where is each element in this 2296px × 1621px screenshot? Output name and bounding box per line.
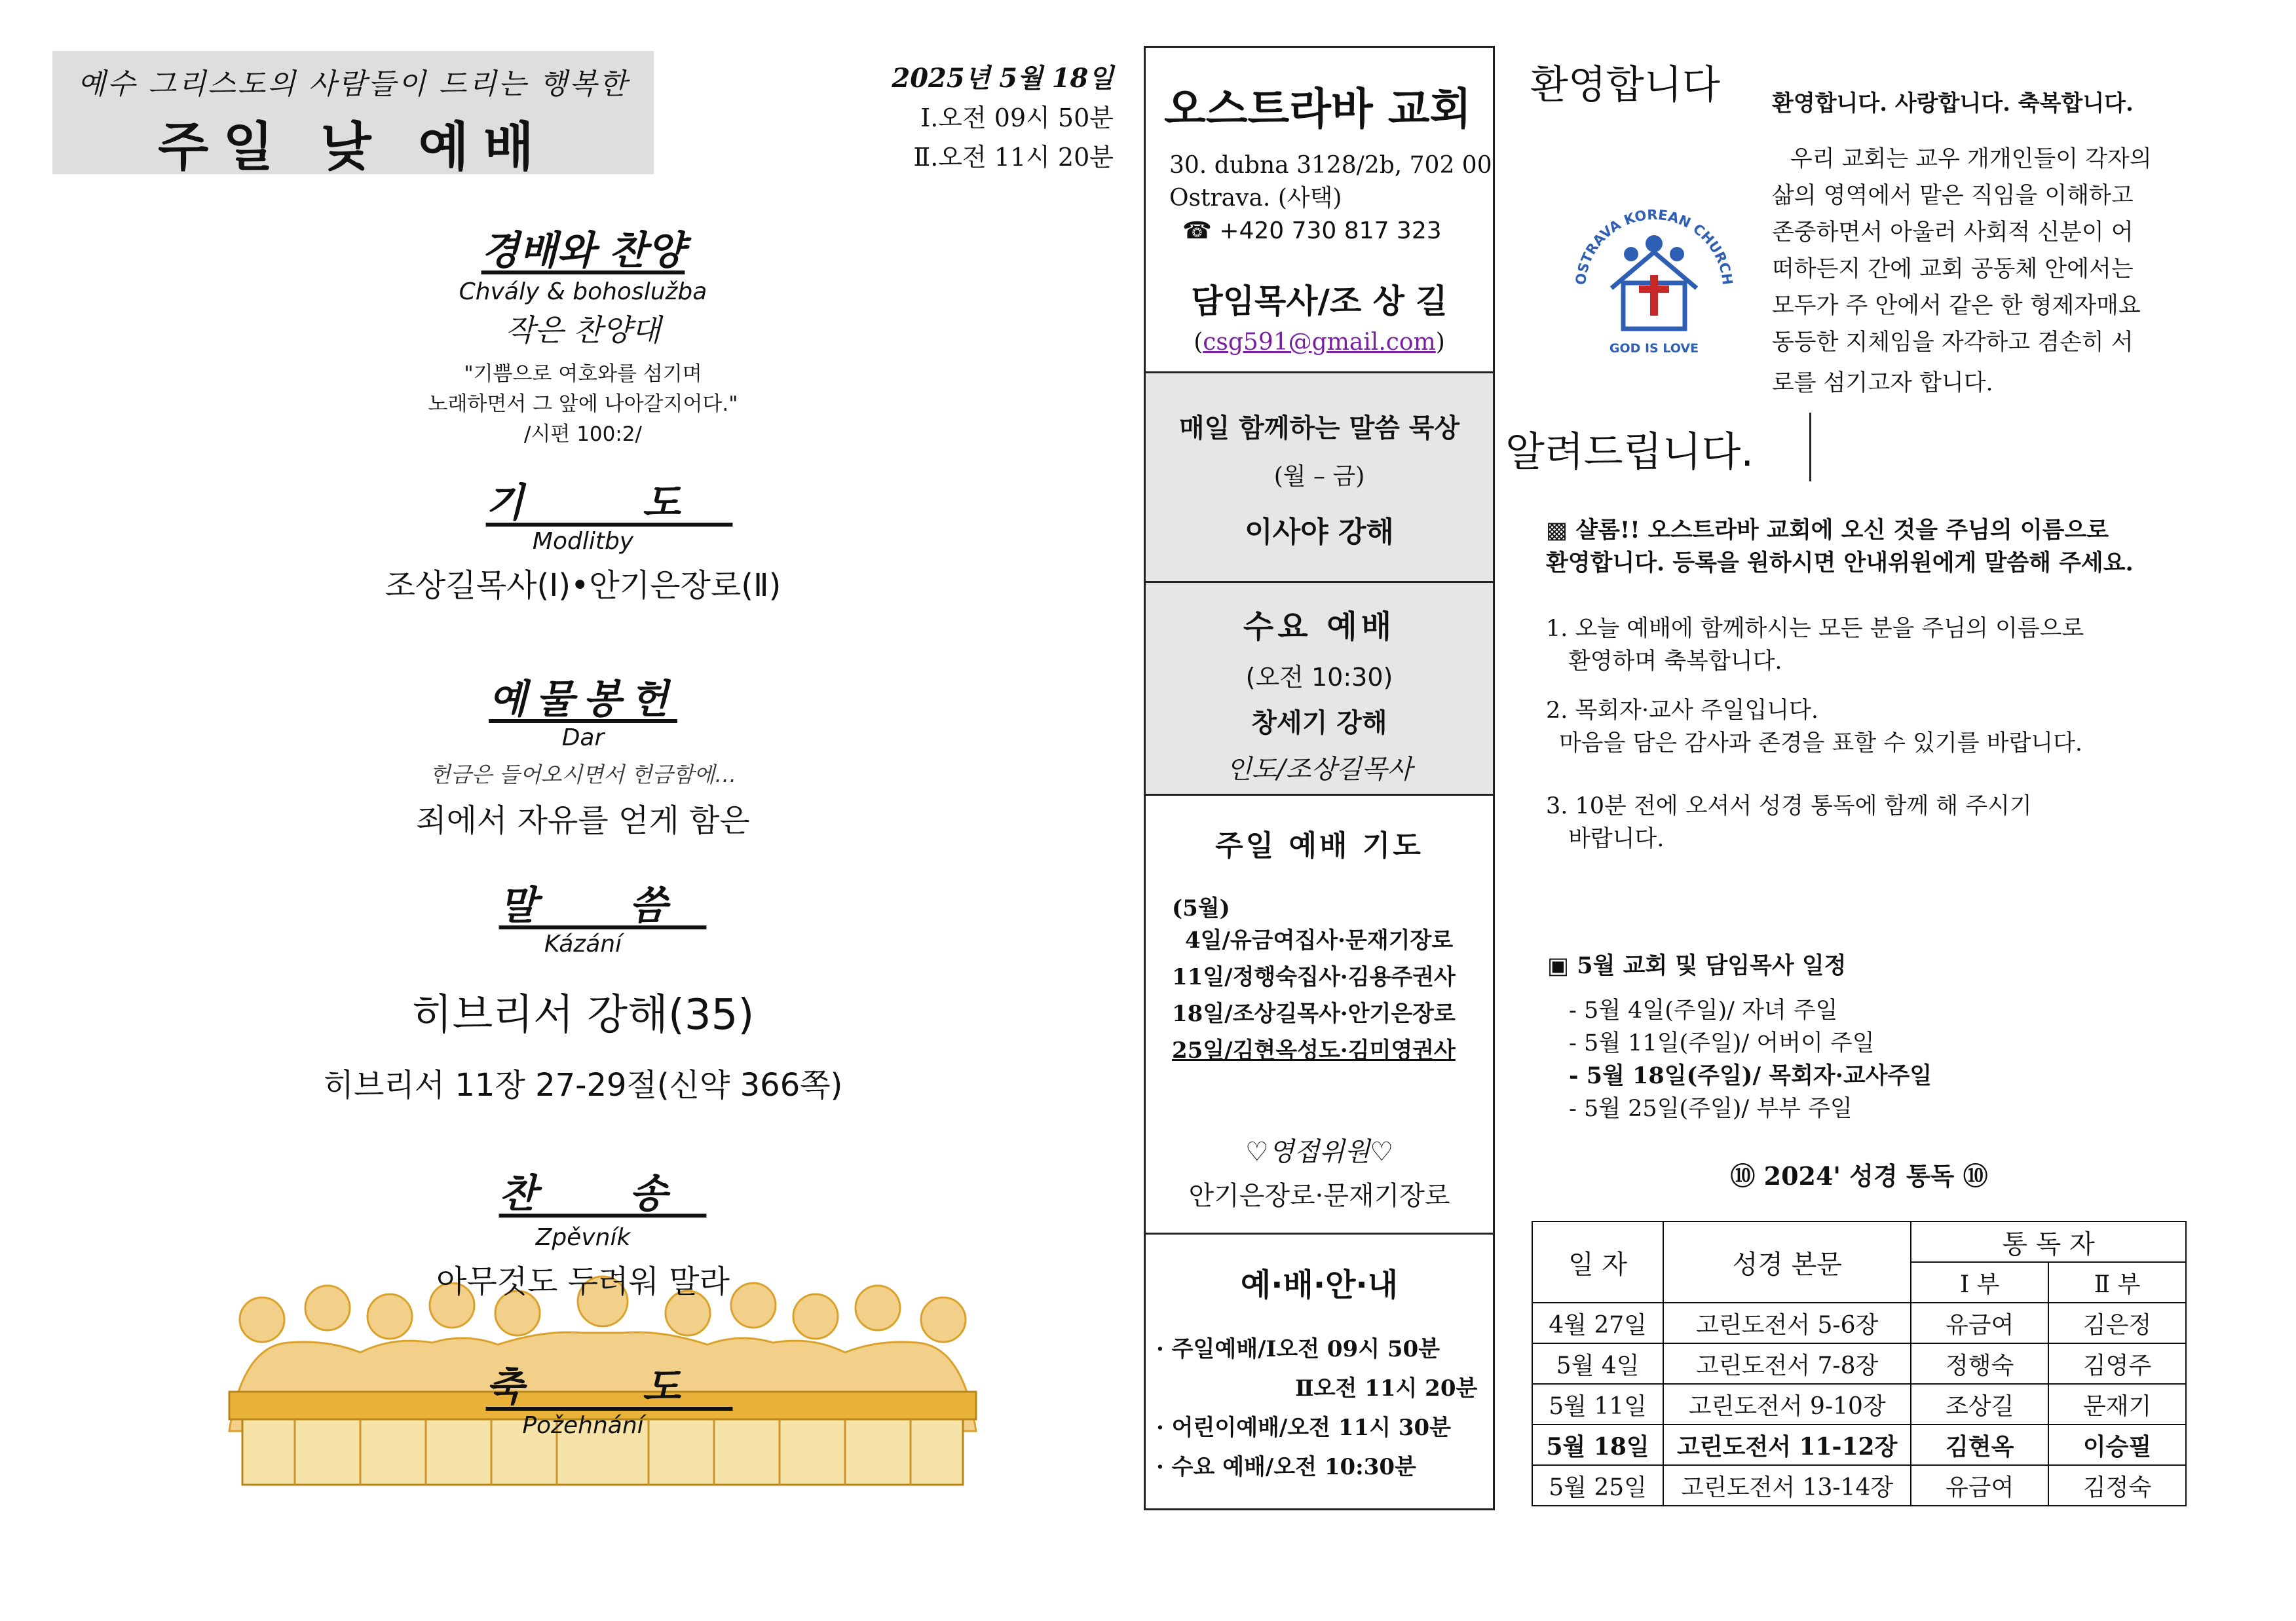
sunday-prayer-month: (5월): [1172, 895, 1230, 922]
cell-passage: 고린도전서 11-12장: [1663, 1425, 1911, 1465]
verse-line: 노래하면서 그 앞에 나아갈지어다.": [428, 392, 738, 416]
prayer-assignment: 18일/조상길목사·안기은장로: [1172, 1001, 1456, 1027]
cell-reader2: 문재기: [2048, 1384, 2186, 1425]
praise-title: 경배와 찬양: [481, 228, 685, 274]
cell-date: 5월 25일: [1532, 1465, 1663, 1506]
schedule-title: ▣ 5월 교회 및 담임목사 일정: [1547, 952, 1847, 979]
daily-title: 매일 함께하는 말씀 묵상: [1178, 413, 1460, 443]
schedule-item: - 5월 11일(주일)/ 어버이 주일: [1569, 1030, 1875, 1056]
cell-passage: 고린도전서 5-6장: [1663, 1303, 1911, 1343]
welcome-line: 모두가 주 안에서 같은 한 형제자매요: [1772, 293, 2141, 319]
pastor-name: 담임목사/조 상 길: [1191, 282, 1448, 320]
notice-line: 2. 목회자·교사 주일입니다.: [1546, 698, 1818, 724]
greeting-line: 환영합니다. 등록을 원하시면 안내위원에게 말씀해 주세요.: [1546, 550, 2134, 576]
header-date: 일 자: [1532, 1221, 1663, 1303]
hymn-subtitle: Zpěvník: [535, 1224, 631, 1251]
cell-reader1: 정행숙: [1911, 1343, 2048, 1384]
pastor-email-line: (csg591@gmail.com): [1194, 329, 1445, 356]
notice-item-2: [1546, 694, 2201, 760]
notice-line: 마음을 담은 감사과 존경을 표할 수 있기를 바랍니다.: [1559, 730, 2083, 756]
notice-item-3: [1546, 790, 2201, 855]
offering-song: 죄에서 자유를 얻게 함은: [416, 802, 750, 839]
hymn-section: [197, 1163, 969, 1301]
service-time-1: Ⅰ.오전 09시 50분: [920, 103, 1114, 132]
logo-ring-text: OSTRAVA KOREAN CHURCH: [1572, 206, 1736, 286]
ushers-names: 안기은장로·문재기장로: [1188, 1181, 1450, 1211]
title-banner: [52, 51, 654, 177]
welcome-body: [1772, 141, 2191, 401]
praise-subtitle: Chvály & bohoslužba: [459, 278, 707, 305]
prayer-subtitle: Modlitby: [532, 528, 634, 555]
cell-reader2: 김은정: [2048, 1303, 2186, 1343]
cell-reader1: 유금여: [1911, 1465, 2048, 1506]
header-part1: Ⅰ 부: [1911, 1262, 2048, 1303]
wednesday-title: 수요 예배: [1243, 608, 1396, 645]
pastor-email-link[interactable]: csg591@gmail.com: [1203, 329, 1436, 356]
notice-line: 바랍니다.: [1568, 826, 1665, 852]
header-part2: Ⅱ 부: [2048, 1262, 2186, 1303]
cell-reader1: 유금여: [1911, 1303, 2048, 1343]
guide-item: · 어린이예배/오전 11시 30분: [1156, 1415, 1451, 1441]
cell-reader2: 김영주: [2048, 1343, 2186, 1384]
greeting-line: ▩ 샬롬!! 오스트라바 교회에 오신 것을 주님의 이름으로: [1546, 517, 2109, 544]
cell-date: 5월 4일: [1532, 1343, 1663, 1384]
church-address: [1169, 149, 1493, 248]
date-block: [852, 59, 1114, 177]
bible-reading-title: ⑩ 2024' 성경 통독 ⑩: [1730, 1161, 1988, 1191]
header-readers: 통 독 자: [1911, 1221, 2186, 1262]
table-row-current: [1532, 1425, 2186, 1465]
verse-line: "기쁨으로 여호와를 섬기며: [464, 362, 702, 386]
notice-line: 3. 10분 전에 오셔서 성경 통독에 함께 해 주시기: [1546, 793, 2032, 819]
guide-item: · 주일예배/Ⅰ오전 09시 50분: [1156, 1336, 1440, 1362]
blessing-section: [197, 1356, 969, 1439]
sunday-prayer-box: [1144, 794, 1495, 1237]
schedule-item: - 5월 25일(주일)/ 부부 주일: [1569, 1096, 1853, 1122]
guide-list: [1156, 1330, 1493, 1487]
notices-greeting: [1546, 514, 2201, 580]
notices-heading: 알려드립니다.: [1505, 428, 1754, 475]
notice-item-1: [1546, 612, 2201, 678]
blessing-subtitle: Požehnání: [522, 1412, 644, 1439]
logo-motto: GOD IS LOVE: [1609, 341, 1699, 356]
table-row: [1532, 1303, 2186, 1343]
sermon-subtitle: Kázání: [544, 931, 622, 958]
table-row: [1532, 1465, 2186, 1506]
offering-title: 예물봉헌: [489, 677, 677, 722]
offering-subtitle: Dar: [561, 724, 605, 751]
church-logo: [1559, 177, 1749, 367]
welcome-tagline: 환영합니다. 사랑합니다. 축복합니다.: [1772, 90, 2134, 117]
sunday-prayer-title: 주일 예배 기도: [1215, 829, 1423, 863]
prayer-assignment: 25일/김현옥성도·김미영권사: [1172, 1037, 1456, 1064]
daily-book: 이사야 강해: [1245, 515, 1394, 549]
service-time-2: Ⅱ.오전 11시 20분: [913, 143, 1114, 172]
welcome-line: 로를 섬기고자 합니다.: [1772, 370, 1993, 396]
welcome-line: 삶의 영역에서 맡은 직임을 이해하고: [1772, 183, 2134, 209]
sermon-section: [197, 874, 969, 1105]
cell-reader2: 이승필: [2048, 1425, 2186, 1465]
table-header-row: [1532, 1221, 2186, 1262]
table-row: [1532, 1384, 2186, 1425]
worship-guide-box: [1144, 1233, 1495, 1510]
service-date: 2025년 5월 18일: [892, 63, 1114, 94]
cell-reader1: 김현옥: [1911, 1425, 2048, 1465]
prayer-leaders: 조상길목사(Ⅰ)•안기은장로(Ⅱ): [385, 567, 781, 604]
guide-item: Ⅱ오전 11시 20분: [1295, 1375, 1478, 1402]
guide-title: 예·배·안·내: [1240, 1267, 1399, 1303]
praise-leader: 작은 찬양대: [505, 312, 661, 348]
verse-reference: /시편 100:2/: [524, 422, 642, 446]
church-name: 오스트라바 교회: [1164, 84, 1472, 134]
prayer-assignment: 4일/유금여집사·문재기장로: [1185, 927, 1454, 954]
schedule-item: - 5월 4일(주일)/ 자녀 주일: [1569, 997, 1838, 1024]
praise-verse: [197, 359, 969, 449]
daily-devotion-box: [1144, 371, 1495, 585]
guide-item: · 수요 예배/오전 10:30분: [1156, 1454, 1416, 1480]
cell-passage: 고린도전서 9-10장: [1663, 1384, 1911, 1425]
offering-note: 헌금은 들어오시면서 헌금함에…: [429, 762, 737, 787]
praise-section: [197, 219, 969, 449]
sunday-prayer-list: [1146, 922, 1493, 1069]
church-info-box: [1144, 46, 1495, 375]
offering-section: [197, 668, 969, 840]
cell-reader2: 김정숙: [2048, 1465, 2186, 1506]
notice-line: 환영하며 축복합니다.: [1568, 648, 1782, 675]
cell-reader1: 조상길: [1911, 1384, 2048, 1425]
welcome-heading: 환영합니다: [1530, 62, 1720, 108]
welcome-line: 존중하면서 아울러 사회적 신분이 어: [1772, 219, 2134, 246]
notices-divider: [1809, 413, 1811, 481]
church-phone: ☎ +420 730 817 323: [1182, 217, 1442, 244]
header-passage: 성경 본문: [1663, 1221, 1911, 1303]
wednesday-time: (오전 10:30): [1245, 663, 1393, 692]
wednesday-service-box: [1144, 581, 1495, 798]
bible-reading-table: [1532, 1221, 2187, 1506]
cell-date: 5월 11일: [1532, 1384, 1663, 1425]
blessing-title: 축 도: [485, 1364, 733, 1410]
wednesday-book: 창세기 강해: [1251, 708, 1387, 738]
cell-passage: 고린도전서 7-8장: [1663, 1343, 1911, 1384]
wednesday-leader: 인도/조상길목사: [1226, 755, 1412, 785]
table-row: [1532, 1343, 2186, 1384]
welcome-line: 우리 교회는 교우 개개인들이 각자의: [1790, 146, 2152, 172]
address-line: Ostrava. (사택): [1169, 185, 1342, 212]
cell-passage: 고린도전서 13-14장: [1663, 1465, 1911, 1506]
address-line: 30. dubna 3128/2b, 702 00: [1169, 152, 1492, 179]
sermon-passage: 히브리서 11장 27-29절(신약 366쪽): [323, 1067, 843, 1104]
sermon-series: 히브리서 강해(35): [411, 991, 755, 1039]
prayer-title: 기 도: [485, 480, 733, 526]
welcome-line: 떠하든지 간에 교회 공동체 안에서는: [1772, 256, 2134, 282]
ushers-title: ♡영접위원♡: [1245, 1137, 1394, 1167]
cell-date: 5월 18일: [1532, 1425, 1663, 1465]
schedule-list: [1569, 994, 2224, 1125]
banner-title: 주일 낮 예배: [157, 117, 549, 177]
cell-date: 4월 27일: [1532, 1303, 1663, 1343]
notice-line: 1. 오늘 예배에 함께하시는 모든 분을 주님의 이름으로: [1546, 616, 2084, 642]
prayer-assignment: 11일/정행숙집사·김용주권사: [1172, 964, 1456, 990]
hymn-name: 아무것도 두려워 말라: [436, 1263, 730, 1300]
prayer-section: [197, 472, 969, 605]
daily-days: (월 – 금): [1273, 463, 1365, 490]
sermon-title: 말 씀: [499, 883, 707, 929]
schedule-item: - 5월 18일(주일)/ 목회자·교사주일: [1569, 1062, 1932, 1089]
welcome-line: 동등한 지체임을 자각하고 겸손히 서: [1772, 329, 2134, 356]
banner-subtitle: 예수 그리스도의 사람들이 드리는 행복한: [77, 67, 629, 101]
hymn-title: 찬 송: [499, 1171, 707, 1217]
